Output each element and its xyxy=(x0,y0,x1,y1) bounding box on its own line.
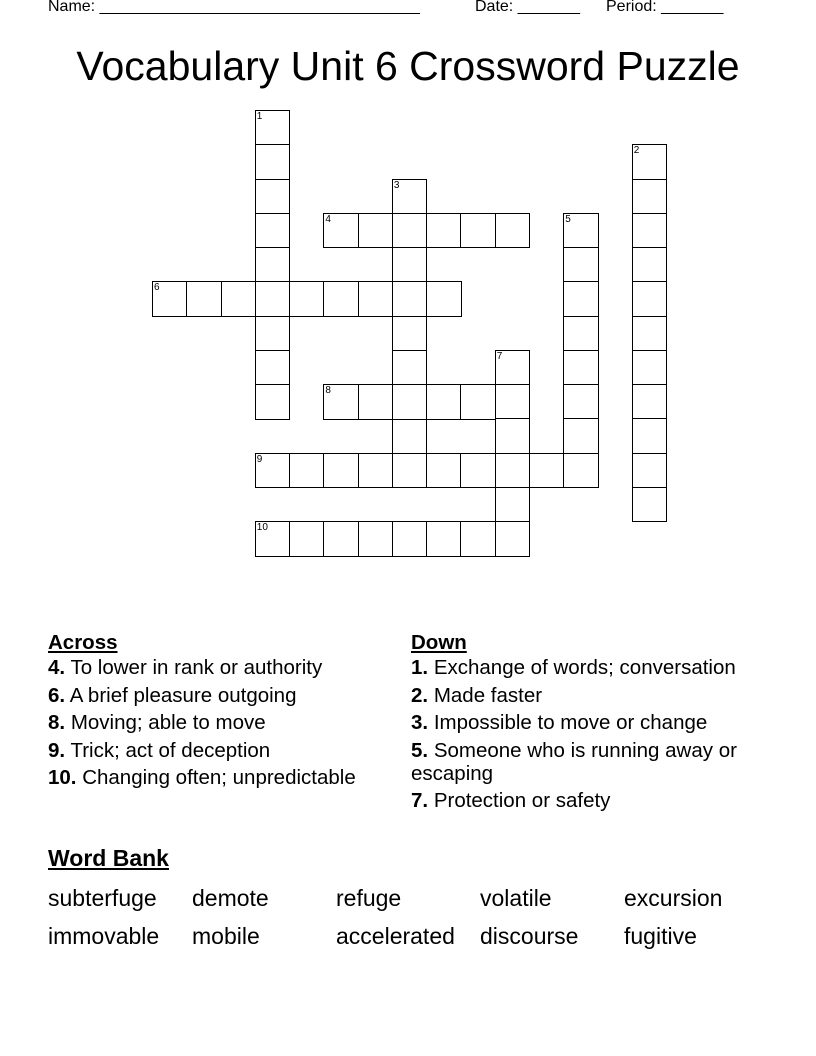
crossword-cell[interactable] xyxy=(460,384,496,420)
crossword-cell[interactable] xyxy=(632,487,668,523)
crossword-cell[interactable] xyxy=(255,144,291,180)
crossword-cell[interactable] xyxy=(495,521,531,557)
crossword-cell[interactable] xyxy=(563,453,599,489)
crossword-cell[interactable] xyxy=(392,453,428,489)
crossword-cell[interactable] xyxy=(255,179,291,215)
word-bank-word: discourse xyxy=(480,923,579,949)
clue-number: 2 xyxy=(633,145,640,157)
crossword-cell[interactable] xyxy=(563,384,599,420)
crossword-cell[interactable] xyxy=(358,281,394,317)
crossword-cell[interactable] xyxy=(495,384,531,420)
across-clue: 4. To lower in rank or authority xyxy=(48,656,323,680)
down-clue: 3. Impossible to move or change xyxy=(411,711,708,735)
crossword-cell[interactable] xyxy=(563,281,599,317)
crossword-cell[interactable] xyxy=(632,453,668,489)
crossword-cell[interactable] xyxy=(358,453,394,489)
crossword-cell[interactable] xyxy=(495,418,531,454)
crossword-cell[interactable] xyxy=(460,213,496,249)
crossword-cell[interactable] xyxy=(289,521,325,557)
crossword-cell[interactable] xyxy=(495,213,531,249)
crossword-cell[interactable] xyxy=(632,281,668,317)
down-clue: 2. Made faster xyxy=(411,683,543,707)
crossword-cell[interactable] xyxy=(632,179,668,215)
crossword-cell[interactable] xyxy=(495,453,531,489)
clue-number: 7 xyxy=(496,350,503,362)
crossword-cell[interactable] xyxy=(358,213,394,249)
word-bank-word: subterfuge xyxy=(48,885,157,911)
crossword-cell[interactable] xyxy=(255,384,291,420)
crossword-cell[interactable] xyxy=(255,350,291,386)
crossword-cell[interactable] xyxy=(529,453,565,489)
crossword-cell[interactable] xyxy=(323,521,359,557)
clue-number: 6 xyxy=(154,282,160,294)
crossword-cell[interactable] xyxy=(563,247,599,283)
clue-number: 10 xyxy=(256,522,268,534)
crossword-cell[interactable] xyxy=(426,453,462,489)
date-field-label: Date: _______ xyxy=(475,0,580,15)
across-heading: Across xyxy=(48,631,118,654)
crossword-cell[interactable] xyxy=(221,281,257,317)
crossword-cell[interactable] xyxy=(255,213,291,249)
crossword-cell[interactable] xyxy=(392,384,428,420)
down-clues xyxy=(411,629,761,816)
crossword-cell[interactable] xyxy=(392,418,428,454)
across-clues xyxy=(48,629,398,793)
page-title: Vocabulary Unit 6 Crossword Puzzle xyxy=(76,43,740,89)
word-bank-title: Word Bank xyxy=(48,845,169,871)
word-bank-word: volatile xyxy=(480,885,552,911)
crossword-cell[interactable] xyxy=(632,384,668,420)
crossword-cell[interactable] xyxy=(460,521,496,557)
crossword-cell[interactable] xyxy=(323,453,359,489)
word-bank-word: refuge xyxy=(336,885,402,911)
crossword-cell[interactable] xyxy=(358,384,394,420)
clue-number: 9 xyxy=(256,453,263,465)
crossword-cell[interactable] xyxy=(289,281,325,317)
word-bank-word: fugitive xyxy=(624,923,697,949)
crossword-cell[interactable] xyxy=(323,281,359,317)
crossword-cell[interactable] xyxy=(426,213,462,249)
crossword-cell[interactable] xyxy=(563,316,599,352)
across-clue: 10. Changing often; unpredictable xyxy=(48,765,356,789)
crossword-cell[interactable] xyxy=(632,247,668,283)
clue-number: 4 xyxy=(325,213,331,225)
clue-number: 5 xyxy=(565,213,571,225)
clue-number: 3 xyxy=(393,179,400,191)
crossword-cell[interactable] xyxy=(632,350,668,386)
word-bank-word: mobile xyxy=(192,923,260,949)
clue-number: 8 xyxy=(325,385,331,397)
crossword-cell[interactable] xyxy=(186,281,222,317)
name-field-label: Name: ____________________________________ xyxy=(48,0,420,15)
crossword-cell[interactable] xyxy=(632,418,668,454)
crossword-cell[interactable] xyxy=(392,316,428,352)
crossword-cell[interactable] xyxy=(426,281,462,317)
crossword-cell[interactable] xyxy=(289,453,325,489)
crossword-cell[interactable] xyxy=(255,247,291,283)
crossword-cell[interactable] xyxy=(392,281,428,317)
crossword-cell[interactable] xyxy=(460,453,496,489)
word-bank-word: immovable xyxy=(48,923,160,949)
word-bank-word: accelerated xyxy=(336,923,455,949)
down-heading: Down xyxy=(411,631,467,654)
crossword-cell[interactable] xyxy=(255,316,291,352)
crossword-cell[interactable] xyxy=(426,384,462,420)
word-bank-word: excursion xyxy=(624,885,723,911)
crossword-cell[interactable] xyxy=(632,213,668,249)
period-field-label: Period: _______ xyxy=(606,0,724,15)
crossword-cell[interactable] xyxy=(255,281,291,317)
crossword-cell[interactable] xyxy=(495,487,531,523)
crossword-cell[interactable] xyxy=(392,350,428,386)
clue-number: 1 xyxy=(256,111,263,122)
crossword-cell[interactable] xyxy=(563,418,599,454)
down-clue: 5. Someone who is running away or escaping xyxy=(411,738,737,785)
crossword-cell[interactable] xyxy=(632,316,668,352)
crossword-cell[interactable] xyxy=(563,350,599,386)
across-clue: 6. A brief pleasure outgoing xyxy=(48,683,297,707)
crossword-cell[interactable] xyxy=(392,521,428,557)
word-bank-word: demote xyxy=(192,885,269,911)
crossword-cell[interactable] xyxy=(426,521,462,557)
down-clue: 1. Exchange of words; conversation xyxy=(411,656,736,680)
crossword-cell[interactable] xyxy=(358,521,394,557)
across-clue: 9. Trick; act of deception xyxy=(48,738,271,762)
across-clue: 8. Moving; able to move xyxy=(48,711,266,735)
down-clue: 7. Protection or safety xyxy=(411,788,611,812)
crossword-cell[interactable] xyxy=(392,247,428,283)
